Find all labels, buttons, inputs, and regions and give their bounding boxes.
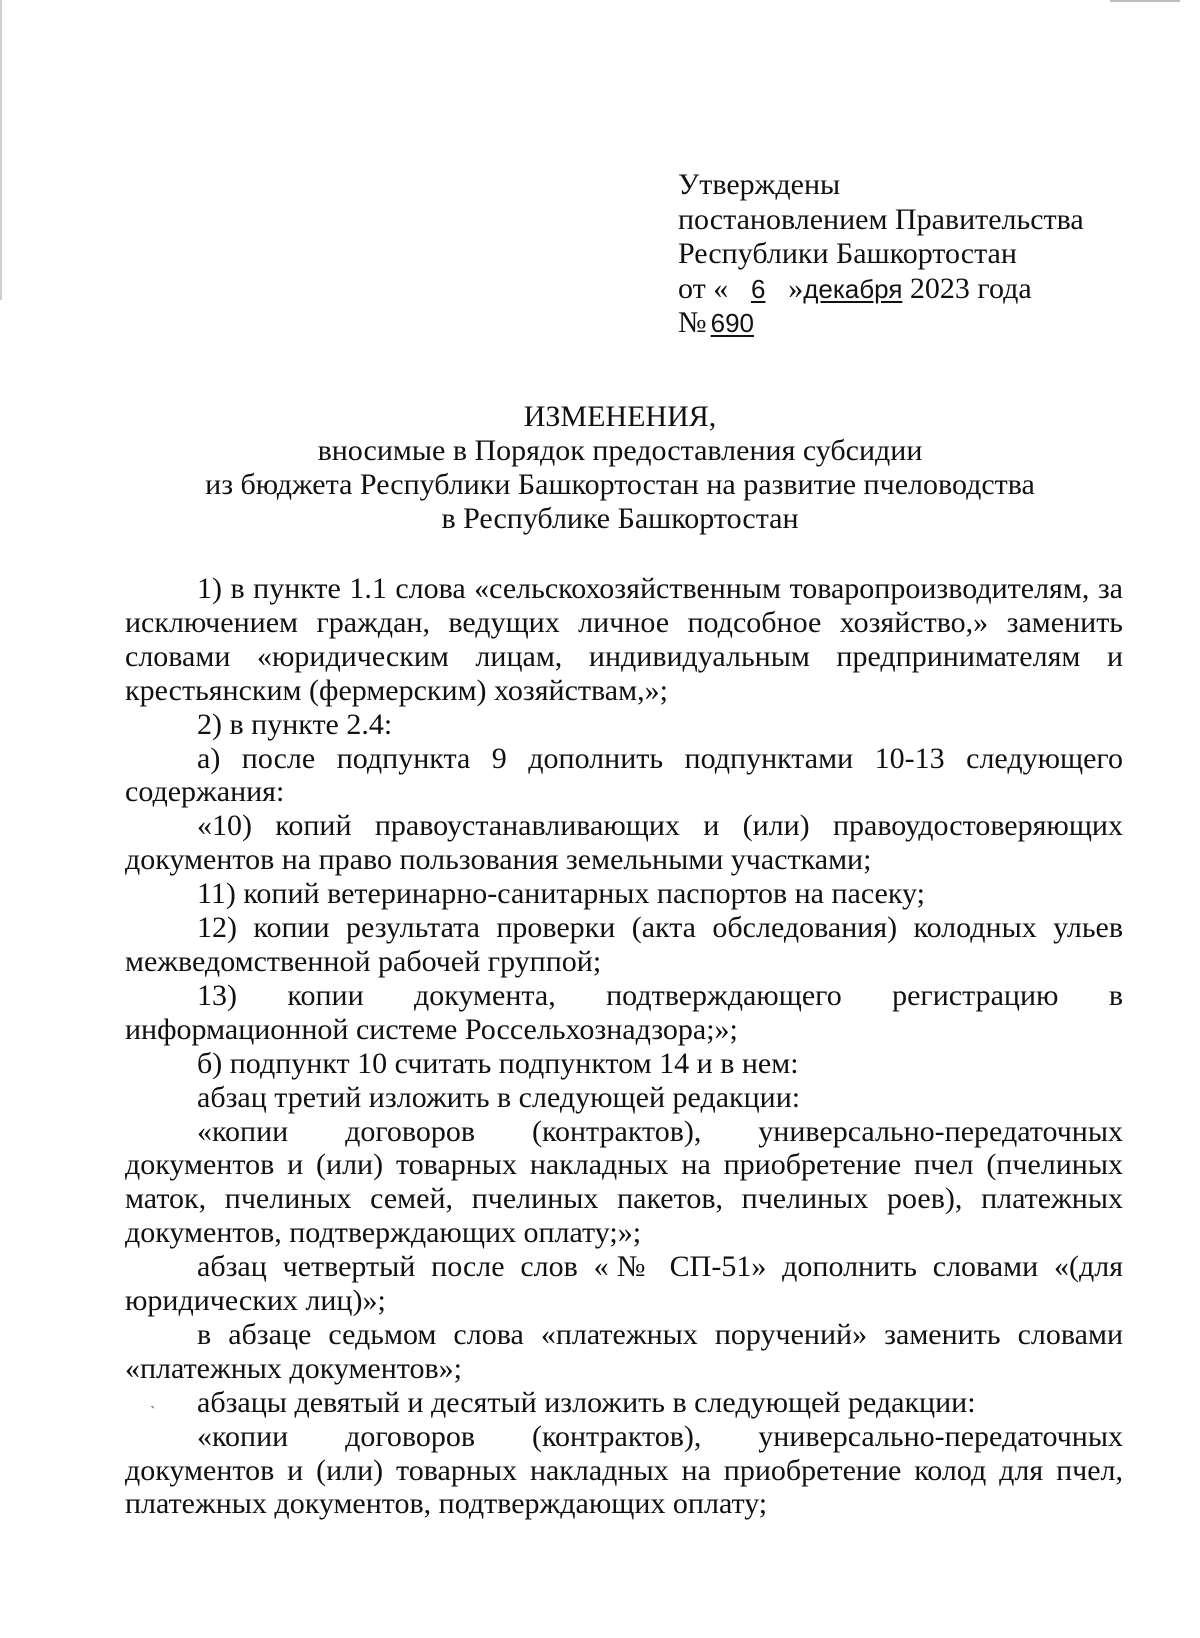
date-prefix: от « bbox=[678, 271, 729, 305]
approval-date-line bbox=[678, 272, 1148, 307]
approval-line-3: Республики Башкортостан bbox=[678, 237, 1017, 270]
heading-line-3: из бюджета Республики Башкортостан на развитие пчеловодства bbox=[205, 468, 1035, 501]
paragraph: 2) в пункте 2.4: bbox=[197, 707, 393, 741]
paragraph: 1) в пункте 1.1 слова «сельскохозяйственным товаропроизводителям, за исключением граждан, ведущих личное подсобное хозяйство,» заменить словами «юридическим лицам, индивидуальным предпринимателям и крестьянским (фермерским) хозяйствам,»; bbox=[125, 572, 1123, 707]
date-mid: » bbox=[788, 271, 804, 305]
paragraph: «копии договоров (контрактов), универсально-передаточных документов и (или) товарных накладных на приобретение пчел (пчелиных маток, пчелиных семей, пчелиных пакетов, пчелиных роев), платежных документов, подтверждающих оплату;»; bbox=[125, 1114, 1123, 1250]
paragraph: абзацы девятый и десятый изложить в следующей редакции: bbox=[197, 1385, 976, 1419]
paragraph: «копии договоров (контрактов), универсально-передаточных документов и (или) товарных накладных на приобретение колод для пчел, платежных документов, подтверждающих оплату; bbox=[125, 1419, 1123, 1521]
date-day: 6 bbox=[750, 273, 766, 304]
paragraph: а) после подпункта 9 дополнить подпунктами 10-13 следующего содержания: bbox=[125, 741, 1123, 809]
paragraph: б) подпункт 10 считать подпунктом 14 и в нем: bbox=[197, 1046, 799, 1080]
paragraph: 13) копии документа, подтверждающего регистрацию в информационной системе Россельхознадзора;»; bbox=[125, 978, 1123, 1046]
scan-mark-line bbox=[1110, 0, 1180, 2]
approval-line-1: Утверждены bbox=[678, 168, 841, 201]
heading-line-2: вносимые в Порядок предоставления субсидии bbox=[317, 434, 923, 467]
paragraph: в абзаце седьмом слова «платежных поручений» заменить словами «платежных документов»; bbox=[125, 1317, 1123, 1385]
paragraph: 12) копии результата проверки (акта обследования) колодных ульев межведомственной рабочей группой; bbox=[125, 911, 1123, 978]
document-number: 690 bbox=[710, 308, 755, 338]
date-month: декабря bbox=[803, 273, 903, 304]
document-heading bbox=[120, 400, 1120, 536]
paragraph: абзац четвертый после слов «№ СП-51» дополнить словами «(для юридических лиц)»; bbox=[125, 1250, 1123, 1318]
number-prefix: № bbox=[678, 306, 707, 339]
paragraph: абзац третий изложить в следующей редакции: bbox=[197, 1080, 801, 1114]
paragraph: 11) копий ветеринарно-санитарных паспортов на пасеку; bbox=[197, 877, 925, 911]
heading-line-4: в Республике Башкортостан bbox=[441, 502, 799, 535]
approval-block bbox=[678, 168, 1148, 341]
document-body bbox=[125, 572, 1123, 1521]
approval-number-line bbox=[678, 306, 1148, 341]
date-suffix: 2023 года bbox=[902, 271, 1032, 305]
paragraph: «10) копий правоустанавливающих и (или) правоудостоверяющих документов на право пользования земельными участками; bbox=[125, 809, 1123, 877]
approval-line-2: постановлением Правительства bbox=[678, 202, 1084, 236]
heading-title: ИЗМЕНЕНИЯ, bbox=[523, 400, 717, 433]
scan-speck: ˎ bbox=[150, 1392, 156, 1409]
scan-edge-line bbox=[0, 0, 2, 300]
